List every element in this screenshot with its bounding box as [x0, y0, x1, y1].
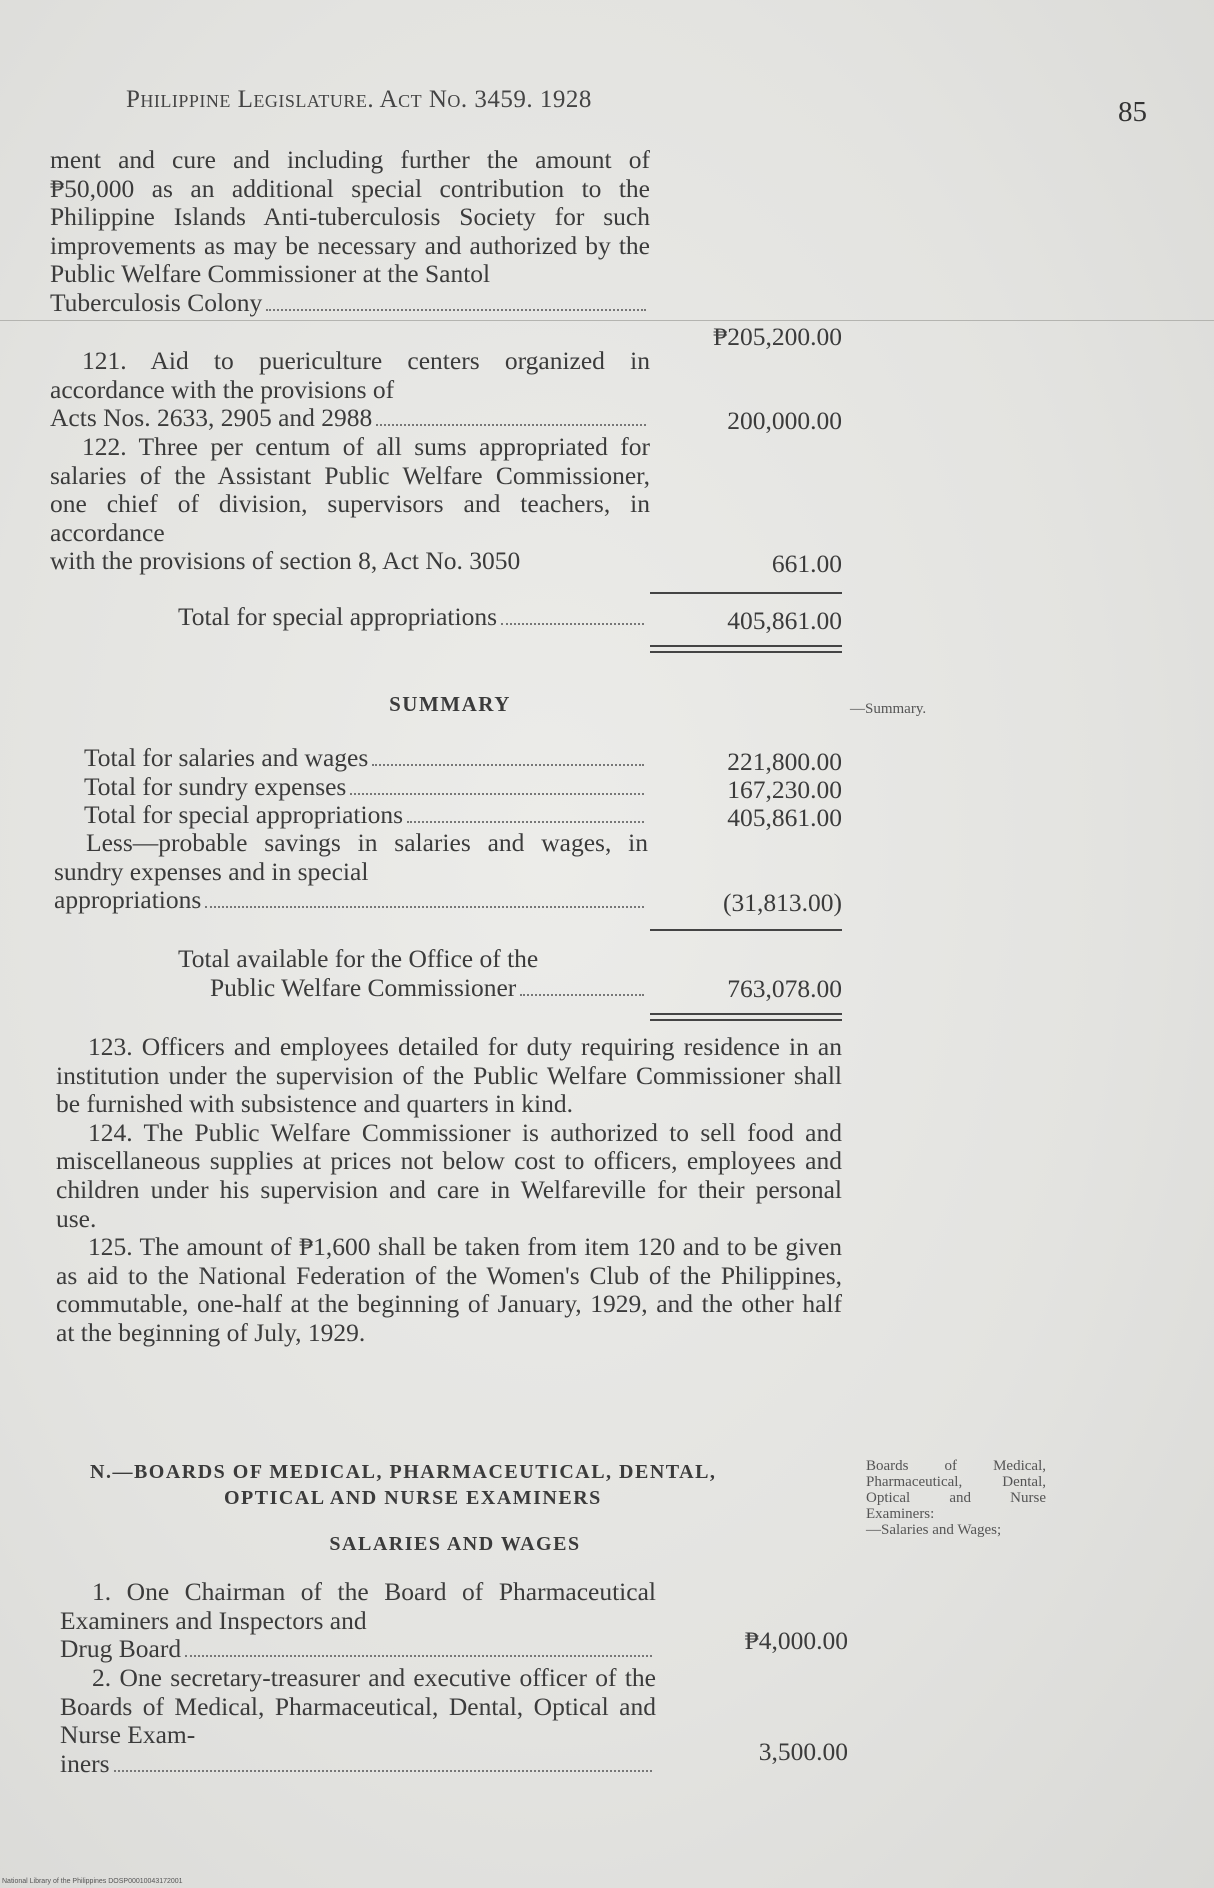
total-special-label: Total for special appropriations	[178, 603, 648, 632]
salaries-wages-heading: SALARIES AND WAGES	[329, 1533, 581, 1555]
item-n1-amount: ₱4,000.00	[744, 1626, 848, 1655]
item-122-amount: 661.00	[771, 549, 842, 578]
summary-amount: 167,230.00	[727, 775, 842, 804]
summary-row: Total for sundry expenses	[84, 773, 648, 802]
section-n-heading: N.—BOARDS OF MEDICAL, PHARMACEUTICAL, DENTAL, OPTICAL AND NURSE EXAMINERS	[90, 1461, 717, 1509]
rule	[650, 929, 842, 931]
item-120-tail: ment and cure and including further the amount of ₱50,000 as an additional special contribution to the Philippine Islands Anti-tuberculosis Society for such improvements as may be necessary and authorized by the Public Welfare Commissioner at the Santol Tuberculosis Colony	[50, 145, 650, 317]
rule	[650, 592, 842, 594]
item-121: 121. Aid to puericulture centers organized in accordance with the provisions of Acts Nos. 2633, 2905 and 2988	[50, 346, 650, 433]
page-number: 85	[1118, 96, 1147, 128]
paragraph-123: 123. Officers and employees detailed for duty requiring residence in an institution under the supervision of the Public Welfare Commissioner shall be furnished with subsistence and quarters in kind.	[56, 1032, 842, 1119]
summary-margin-note: —Summary.	[850, 701, 927, 717]
running-header: Philippine Legislature. Act No. 3459. 1928	[126, 86, 592, 113]
summary-less-amount: (31,813.00)	[723, 888, 842, 917]
scan-artifact-line	[0, 320, 1214, 321]
paragraph-124: 124. The Public Welfare Commissioner is authorized to sell food and miscellaneous supplies at prices not below cost to officers, employees and children under his supervision and care in Welfareville for their personal use.	[56, 1117, 842, 1233]
double-rule	[650, 645, 842, 653]
paragraphs-123-125	[56, 1033, 842, 1348]
summary-row: Total for special appropriations	[84, 801, 648, 830]
summary-total: Total available for the Office of the Public Welfare Commissioner	[178, 945, 648, 1002]
item-n1: 1. One Chairman of the Board of Pharmaceutical Examiners and Inspectors and Drug Board	[60, 1577, 656, 1664]
summary-total-amount: 763,078.00	[727, 974, 842, 1003]
double-rule	[650, 1013, 842, 1021]
item-n2-amount: 3,500.00	[758, 1737, 848, 1766]
section-n-margin-note: Boards of Medical, Pharmaceutical, Dental, Optical and Nurse Examiners: —Salaries and Wages;	[866, 1458, 1046, 1538]
item-120-amount: ₱205,200.00	[713, 322, 842, 351]
paragraph-125: 125. The amount of ₱1,600 shall be taken from item 120 and to be given as aid to the National Federation of the Women's Club of the Philippines, commutable, one-half at the beginning of January, 1929, and the other half at the beginning of July, 1929.	[56, 1232, 842, 1347]
summary-amount: 405,861.00	[727, 803, 842, 832]
summary-row: Total for salaries and wages	[84, 744, 648, 773]
item-n2: 2. One secretary-treasurer and executive officer of the Boards of Medical, Pharmaceutical, Dental, Optical and Nurse Exam- iners	[60, 1663, 656, 1778]
summary-rows	[84, 744, 648, 830]
summary-amount: 221,800.00	[727, 747, 842, 776]
summary-less: Less—probable savings in salaries and wages, in sundry expenses and in special appropriations	[54, 828, 648, 915]
item-122: 122. Three per centum of all sums appropriated for salaries of the Assistant Public Welfare Commissioner, one chief of division, supervisors and teachers, in accordance with the provisions of section 8, Act No. 3050	[50, 432, 650, 576]
scan-footer: National Library of the Philippines DOSP00010043172001	[2, 1878, 183, 1885]
item-121-amount: 200,000.00	[727, 406, 842, 435]
total-special-amount: 405,861.00	[727, 606, 842, 635]
summary-heading: SUMMARY	[389, 692, 511, 716]
